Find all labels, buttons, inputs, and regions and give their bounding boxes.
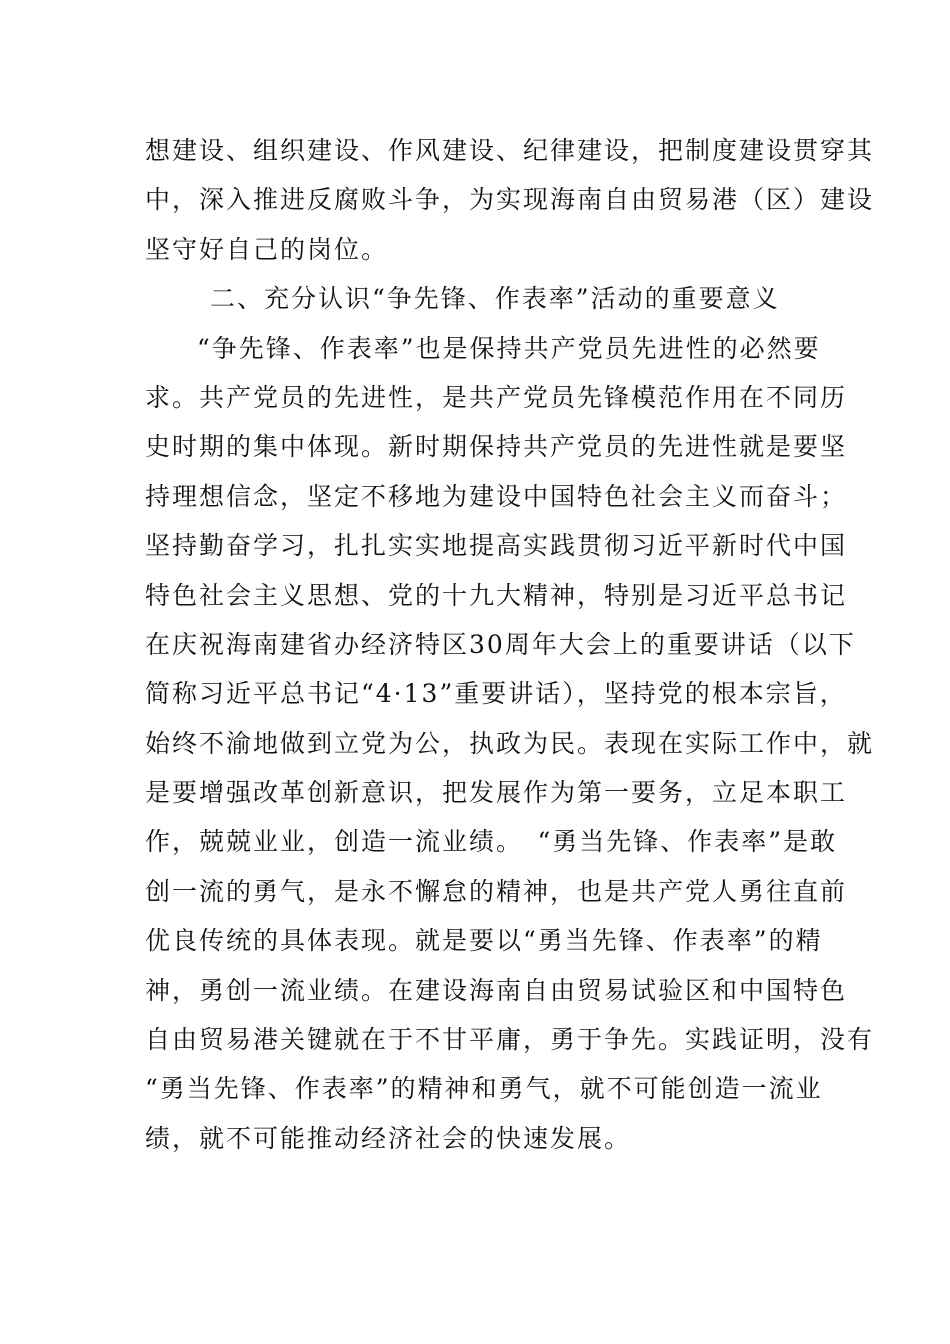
section-heading: 二、充分认识“争先锋、作表率”活动的重要意义 <box>210 284 780 314</box>
text-line-11: 在庆祝海南建省办经济特区30周年大会上的重要讲话（以下 <box>145 629 856 659</box>
text-line-13: 始终不渝地做到立党为公，执政为民。表现在实际工作中，就 <box>145 728 875 758</box>
body-text <box>145 126 875 1163</box>
text-line-1: 想建设、组织建设、作风建设、纪律建设，把制度建设贯穿其 <box>145 136 875 165</box>
text-line-6: 求。共产党员的先进性，是共产党员先锋模范作用在不同历 <box>145 382 848 412</box>
text-line-3: 坚守好自己的岗位。 <box>145 234 389 264</box>
text-line-15: 作，兢兢业业，创造一流业绩。 “勇当先锋、作表率”是敢 <box>145 827 838 857</box>
text-line-18: 神，勇创一流业绩。在建设海南自由贸易试验区和中国特色 <box>145 975 848 1005</box>
text-line-2: 中，深入推进反腐败斗争，为实现海南自由贸易港（区）建设 <box>145 185 875 215</box>
text-line-16: 创一流的勇气，是永不懈怠的精神，也是共产党人勇往直前 <box>145 876 848 906</box>
text-line-7: 史时期的集中体现。新时期保持共产党员的先进性就是要坚 <box>145 432 848 462</box>
text-line-21: 绩，就不可能推动经济社会的快速发展。 <box>145 1123 632 1153</box>
text-line-14: 是要增强改革创新意识，把发展作为第一要务，立足本职工 <box>145 778 848 808</box>
text-line-20: “勇当先锋、作表率”的精神和勇气，就不可能创造一流业 <box>145 1074 823 1104</box>
text-line-19: 自由贸易港关键就在于不甘平庸，勇于争先。实践证明，没有 <box>145 1025 875 1055</box>
text-line-9: 坚持勤奋学习，扎扎实实地提高实践贯彻习近平新时代中国 <box>145 531 848 561</box>
text-line-8: 持理想信念，坚定不移地为建设中国特色社会主义而奋斗； <box>145 481 848 511</box>
text-line-17: 优良传统的具体表现。就是要以“勇当先锋、作表率”的精 <box>145 926 823 956</box>
paragraph-first-line: “争先锋、作表率”也是保持共产党员先进性的必然要 <box>197 333 821 363</box>
text-line-10: 特色社会主义思想、党的十九大精神，特别是习近平总书记 <box>145 580 848 610</box>
text-line-12: 简称习近平总书记“4·13”重要讲话），坚持党的根本宗旨， <box>145 679 847 709</box>
